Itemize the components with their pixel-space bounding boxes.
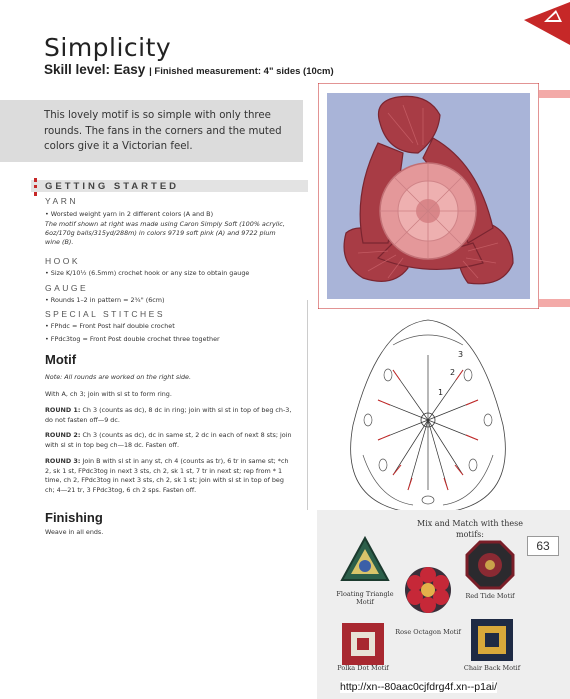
round-1: ROUND 1: Ch 3 (counts as dc), 8 dc in ring; join with sl st in top of beg ch-3, do not fasten off—9 dc. [45, 406, 292, 424]
yarn-note: The motif shown at right was made using Caron Simply Soft (100% acrylic, 6oz/170g balls/315yd/288m) in colors 9719 soft pink (A) and 9722 plum wine (B). [45, 220, 285, 246]
special-stitch-2: • FPdc3tog = Front Post double crochet three together [45, 335, 220, 343]
hook-label: HOOK [45, 256, 81, 266]
round-3: ROUND 3: Join B with sl st in any st, ch 4 (counts as tr), 6 tr in same st; *ch 2, sk 1 st, FPdc3tog in next 3 sts, ch 2, sk 1 st, 7 tr in next st; rep from * 1 time, ch 2, FPdc3tog in next 3 sts, ch 2, sk 1 st; join with sl st in top of beg ch; 4—21 tr, 3 FPdc3tog, 6 ch 2 sps. Fasten off. [45, 457, 289, 494]
motif-photo [318, 83, 539, 309]
motif-heading: Motif [45, 352, 77, 367]
polka-dot-thumb [341, 622, 385, 666]
intro-text: This lovely motif is so simple with only three rounds. The fans in the corners and the muted colors give it a Victorian feel. [44, 110, 282, 152]
diagram-label-1: 1 [438, 388, 444, 397]
getting-started-heading: GETTING STARTED [45, 181, 180, 192]
mix-caption-1: Floating Triangle Motif [336, 590, 394, 606]
motif-note: Note: All rounds are worked on the right side. [45, 373, 191, 381]
diagram-label-2: 2 [450, 368, 456, 377]
mix-match-title: Mix and Match with these motifs: [417, 519, 523, 539]
section-marker [34, 178, 40, 196]
mix-caption-3: Rose Octagon Motif [395, 628, 461, 636]
floating-triangle-thumb [340, 535, 390, 585]
finished-measurement: | Finished measurement: 4" sides (10cm) [149, 66, 334, 77]
column-divider [307, 300, 308, 510]
mix-caption-4: Polka Dot Motif [337, 664, 389, 672]
finishing-text: Weave in all ends. [45, 528, 104, 536]
hook-item: • Size K/10½ (6.5mm) crochet hook or any size to obtain gauge [45, 269, 250, 277]
finishing-heading: Finishing [45, 510, 103, 525]
mix-caption-2: Red Tide Motif [465, 592, 515, 600]
round-2: ROUND 2: Ch 3 (counts as dc), dc in same st, 2 dc in each of next 8 sts; join with sl st in top beg ch—18 dc. Fasten off. [45, 431, 292, 449]
source-url[interactable]: http://xn--80aac0cjfdrg4f.xn--p1ai/ [340, 681, 497, 693]
red-tide-thumb [465, 540, 515, 590]
subtitle [44, 62, 334, 77]
motif-start: With A, ch 3; join with sl st to form ring. [45, 390, 172, 398]
crochet-diagram [338, 315, 518, 515]
yarn-label: YARN [45, 196, 78, 206]
gauge-label: GAUGE [45, 283, 89, 293]
mix-caption-5: Chair Back Motif [463, 664, 521, 672]
skill-level: Skill level: Easy [44, 62, 146, 77]
diagram-label-3: 3 [458, 350, 464, 359]
rose-octagon-thumb [403, 565, 453, 615]
page-title: Simplicity [44, 33, 172, 62]
corner-logo [510, 0, 570, 45]
special-stitch-1: • FPhdc = Front Post half double crochet [45, 322, 175, 330]
gauge-item: • Rounds 1–2 in pattern = 2¾" (6cm) [45, 296, 165, 304]
special-stitches-label: SPECIAL STITCHES [45, 309, 165, 319]
page-number: 63 [527, 536, 559, 556]
yarn-item: • Worsted weight yarn in 2 different colors (A and B) [45, 210, 214, 218]
chair-back-thumb [470, 618, 514, 662]
